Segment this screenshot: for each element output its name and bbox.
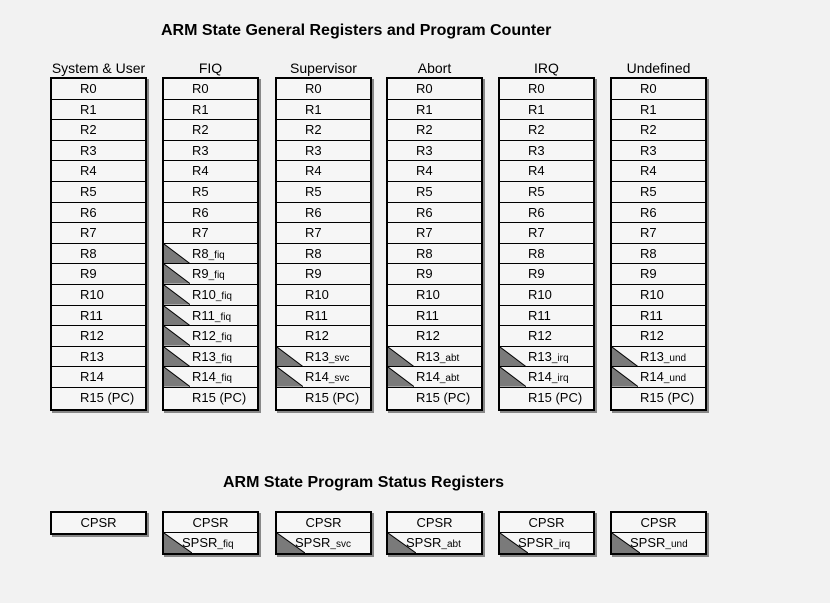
banked-register-marker [164,285,190,305]
register-cell [388,223,481,244]
banked-register-marker [164,264,190,284]
register-label: R3 [305,142,322,158]
register-cell [52,367,145,388]
register-label: R1 [80,101,97,117]
register-cell [277,161,370,182]
register-cell [52,203,145,224]
register-table [498,77,595,411]
register-label: R1 [528,101,545,117]
register-label: R12 [640,328,664,344]
status-register-table [610,511,707,555]
register-cell [500,120,593,141]
register-cell [500,100,593,121]
register-cell [164,141,257,162]
register-cell [388,161,481,182]
register-label: R7 [528,225,545,241]
register-label: R10 [528,286,552,302]
register-cell [164,161,257,182]
register-label: R15 (PC) [640,389,695,405]
register-label: R8 [416,245,433,261]
register-cell [277,182,370,203]
register-cell [500,141,593,162]
mode-header: Undefined [626,60,691,76]
register-label: CPSR [305,515,342,530]
spsr-cell [164,533,257,553]
register-label: R2 [416,122,433,138]
register-label: R12 [416,328,440,344]
register-label: R13 [80,348,104,364]
register-cell [277,79,370,100]
register-cell [52,347,145,368]
register-label: SPSR_abt [406,535,461,550]
register-label: R4 [528,163,545,179]
register-cell [500,326,593,347]
status-registers-title: ARM State Program Status Registers [223,474,504,491]
register-cell [52,244,145,265]
register-cell [500,182,593,203]
register-cell [277,388,370,409]
register-label: R15 (PC) [416,389,471,405]
general-registers-title: ARM State General Registers and Program Counter [161,22,552,39]
mode-header: Abort [417,60,452,76]
register-label: R0 [528,81,545,96]
register-label: R14_fiq [192,369,232,385]
register-cell [388,306,481,327]
register-label: R11 [640,307,663,323]
banked-register-marker [612,367,638,387]
register-cell [277,244,370,265]
register-label: R9 [640,266,657,282]
register-cell [277,141,370,162]
register-label: R6 [305,204,322,220]
register-label: R5 [305,183,322,199]
register-label: R4 [416,163,433,179]
register-label: R14_irq [528,369,569,385]
register-table [610,77,707,411]
register-label: R14_und [640,369,687,385]
spsr-cell [388,533,481,553]
banked-register-marker [164,367,190,387]
register-cell [164,264,257,285]
register-label: R15 (PC) [528,389,583,405]
register-label: CPSR [640,515,677,530]
status-register-table [50,511,147,535]
cpsr-cell [164,513,257,533]
register-label: R0 [416,81,433,96]
register-cell [500,223,593,244]
register-label: R15 (PC) [192,389,247,405]
register-cell [388,203,481,224]
banked-register-marker [500,347,526,367]
register-label: R10 [416,286,440,302]
register-cell [612,285,705,306]
register-label: R13_irq [528,348,569,364]
register-cell [277,367,370,388]
register-label: R6 [192,204,209,220]
register-cell [388,326,481,347]
register-cell [277,100,370,121]
register-column [610,59,707,411]
banked-register-marker [388,347,414,367]
register-cell [388,100,481,121]
register-label: R11 [528,307,551,323]
register-cell [164,223,257,244]
status-register-group [275,511,372,555]
register-label: R3 [80,142,97,158]
register-label: CPSR [528,515,565,530]
register-label: R2 [528,122,545,138]
register-label: R5 [80,183,97,199]
register-label: CPSR [192,515,229,530]
register-column [386,59,483,411]
banked-register-marker [164,326,190,346]
register-label: R9 [80,266,97,282]
register-cell [612,161,705,182]
register-column [275,59,372,411]
register-cell [612,120,705,141]
register-label: R2 [80,122,97,138]
banked-register-marker [277,347,303,367]
register-cell [388,347,481,368]
register-label: R0 [305,81,322,96]
register-label: R6 [80,204,97,220]
register-label: R14 [80,369,104,385]
register-label: R1 [640,101,657,117]
register-cell [500,367,593,388]
status-register-group [50,511,147,535]
register-cell [277,306,370,327]
register-label: R0 [640,81,657,96]
register-label: R9 [305,266,322,282]
register-cell [388,244,481,265]
register-cell [277,347,370,368]
register-label: R4 [192,163,209,179]
register-cell [52,223,145,244]
register-label: CPSR [416,515,453,530]
register-cell [52,306,145,327]
register-cell [612,100,705,121]
cpsr-cell [277,513,370,533]
register-label: R8 [80,245,97,261]
register-label: R5 [416,183,433,199]
register-label: R9 [416,266,433,282]
register-column [162,59,259,411]
banked-register-marker [500,367,526,387]
register-cell [500,347,593,368]
register-label: R7 [416,225,433,241]
register-cell [612,264,705,285]
register-cell [388,285,481,306]
mode-header: Supervisor [290,60,357,76]
banked-register-marker [164,347,190,367]
register-cell [500,306,593,327]
register-label: R10_fiq [192,286,232,302]
spsr-cell [277,533,370,553]
register-cell [500,285,593,306]
register-cell [164,285,257,306]
register-cell [388,367,481,388]
register-label: R15 (PC) [305,389,360,405]
register-label: R6 [640,204,657,220]
status-register-table [275,511,372,555]
cpsr-cell [52,513,145,533]
register-label: R13_svc [305,348,350,364]
status-register-group [498,511,595,555]
register-cell [164,244,257,265]
cpsr-cell [612,513,705,533]
register-label: R5 [528,183,545,199]
register-column [50,59,147,411]
register-label: R9 [528,266,545,282]
register-label: R1 [192,101,209,117]
register-label: R6 [416,204,433,220]
register-label: R3 [528,142,545,158]
register-label: R2 [305,122,322,138]
banked-register-marker [164,306,190,326]
register-cell [612,141,705,162]
register-cell [164,347,257,368]
banked-register-marker [277,367,303,387]
register-label: R0 [192,81,209,96]
status-register-group [386,511,483,555]
register-label: R10 [640,286,664,302]
register-label: R4 [80,163,97,179]
cpsr-cell [500,513,593,533]
register-cell [52,100,145,121]
register-cell [612,203,705,224]
register-cell [164,79,257,100]
register-cell [500,264,593,285]
register-label: R2 [640,122,657,138]
register-label: CPSR [80,515,117,530]
register-cell [52,161,145,182]
register-cell [388,120,481,141]
register-cell [612,223,705,244]
register-cell [500,79,593,100]
register-cell [52,182,145,203]
status-register-table [386,511,483,555]
register-column [498,59,595,411]
register-label: R8 [305,245,322,261]
register-cell [164,120,257,141]
register-label: SPSR_svc [295,535,351,550]
register-cell [164,306,257,327]
register-label: SPSR_fiq [182,535,234,550]
register-label: R8 [640,245,657,261]
register-cell [164,182,257,203]
register-label: R15 (PC) [80,389,135,405]
register-label: R3 [416,142,433,158]
register-cell [388,79,481,100]
mode-header: System & User [51,60,146,76]
register-label: R12 [80,328,104,344]
register-label: R1 [305,101,322,117]
register-label: R10 [80,286,104,302]
register-cell [277,120,370,141]
register-label: R11 [305,307,328,323]
register-cell [52,79,145,100]
register-cell [164,203,257,224]
register-cell [52,388,145,409]
register-cell [164,100,257,121]
register-label: R0 [80,81,97,96]
register-cell [500,203,593,224]
register-label: R4 [640,163,657,179]
banked-register-marker [388,367,414,387]
register-cell [164,326,257,347]
register-label: R7 [80,225,97,241]
register-cell [277,264,370,285]
register-label: R11_fiq [192,307,232,323]
register-label: R6 [528,204,545,220]
register-cell [388,182,481,203]
banked-register-marker [164,244,190,264]
spsr-cell [612,533,705,553]
register-cell [612,79,705,100]
register-label: R11 [80,307,103,323]
register-cell [612,182,705,203]
register-label: SPSR_und [630,535,688,550]
banked-register-marker [612,347,638,367]
register-label: R5 [192,183,209,199]
register-cell [612,326,705,347]
spsr-cell [500,533,593,553]
register-cell [52,285,145,306]
register-label: R8 [528,245,545,261]
register-table [275,77,372,411]
register-cell [277,285,370,306]
register-label: R12_fiq [192,328,232,344]
register-label: R3 [640,142,657,158]
register-label: R13_fiq [192,348,232,364]
register-label: R2 [192,122,209,138]
status-register-table [162,511,259,555]
register-label: R13_abt [416,348,460,364]
register-label: R7 [640,225,657,241]
register-label: R14_svc [305,369,350,385]
register-table [50,77,147,411]
register-cell [277,203,370,224]
register-cell [52,264,145,285]
mode-header: FIQ [198,60,223,76]
status-register-table [498,511,595,555]
register-label: R10 [305,286,329,302]
register-cell [277,326,370,347]
register-cell [52,120,145,141]
register-cell [612,388,705,409]
register-cell [52,141,145,162]
mode-header: IRQ [534,60,559,76]
cpsr-cell [388,513,481,533]
register-cell [388,141,481,162]
register-label: R5 [640,183,657,199]
register-label: R14_abt [416,369,460,385]
register-cell [164,367,257,388]
register-cell [388,264,481,285]
register-cell [500,161,593,182]
status-register-group [162,511,259,555]
register-cell [612,244,705,265]
register-cell [164,388,257,409]
register-label: R7 [192,225,209,241]
register-label: R4 [305,163,322,179]
register-cell [612,347,705,368]
register-label: R7 [305,225,322,241]
register-cell [612,367,705,388]
register-cell [612,306,705,327]
register-label: R13_und [640,348,687,364]
register-label: R3 [192,142,209,158]
status-register-group [610,511,707,555]
register-cell [500,388,593,409]
register-cell [388,388,481,409]
register-table [386,77,483,411]
register-cell [500,244,593,265]
register-cell [52,326,145,347]
register-cell [277,223,370,244]
register-label: R8_fiq [192,245,225,261]
register-label: R11 [416,307,439,323]
register-label: R9_fiq [192,266,225,282]
register-label: R1 [416,101,433,117]
register-label: R12 [528,328,552,344]
register-table [162,77,259,411]
register-label: R12 [305,328,329,344]
register-label: SPSR_irq [518,535,571,550]
